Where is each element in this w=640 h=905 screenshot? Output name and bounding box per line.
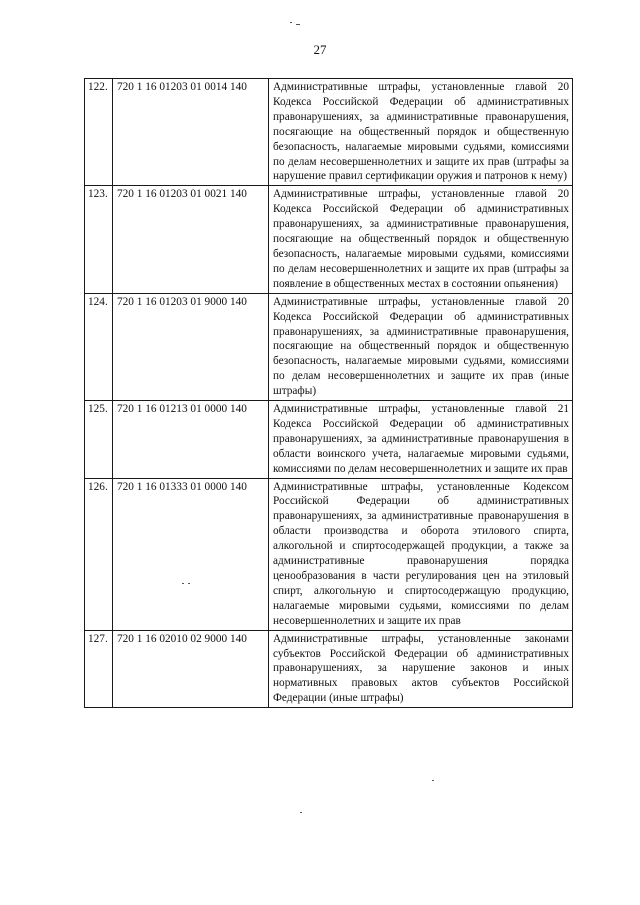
row-number: 124. <box>85 293 113 400</box>
scan-speck <box>296 24 300 25</box>
budget-code: 720 1 16 02010 02 9000 140 <box>113 630 269 708</box>
scan-speck <box>290 22 292 23</box>
code-description: Административные штрафы, установленные главой 20 Кодекса Российской Федерации об административных правонарушениях, за административные правонарушения, посягающие на общественный порядок и общественную безопасность, налагаемые мировыми судьями, комиссиями по делам несовершеннолетних и защите их прав (штрафы за появление в общественных местах в состоянии опьянения) <box>269 186 573 293</box>
row-number: 125. <box>85 401 113 479</box>
code-description: Административные штрафы, установленные Кодексом Российской Федерации об административных правонарушениях, за административные правонарушения в области производства и оборота этилового спирта, алкогольной и спиртосодержащей продукции, а также за административные правонарушения порядка ценообразования в части регулирования цен на этиловый спирт, алкогольную и спиртосодержащую продукцию, налагаемые мировыми судьями, комиссиями по делам несовершеннолетних и защите их прав <box>269 478 573 630</box>
table-row <box>85 401 573 479</box>
table-row <box>85 293 573 400</box>
row-number: 123. <box>85 186 113 293</box>
code-description: Административные штрафы, установленные законами субъектов Российской Федерации об административных правонарушениях, за нарушение законов и иных нормативных правовых актов субъектов Российской Федерации (иные штрафы) <box>269 630 573 708</box>
scan-speck <box>188 583 190 584</box>
row-number: 127. <box>85 630 113 708</box>
scan-speck <box>432 780 434 781</box>
scan-speck <box>182 583 184 584</box>
budget-code: 720 1 16 01333 01 0000 140 <box>113 478 269 630</box>
row-number: 126. <box>85 478 113 630</box>
table-row <box>85 186 573 293</box>
table-row <box>85 630 573 708</box>
scan-speck <box>300 812 302 813</box>
code-description: Административные штрафы, установленные главой 20 Кодекса Российской Федерации об административных правонарушениях, за административные правонарушения, посягающие на общественный порядок и общественную безопасность, налагаемые мировыми судьями, комиссиями по делам несовершеннолетних и защите их прав (иные штрафы) <box>269 293 573 400</box>
code-description: Административные штрафы, установленные главой 20 Кодекса Российской Федерации об административных правонарушениях, за административные правонарушения, посягающие на общественный порядок и общественную безопасность, налагаемые мировыми судьями, комиссиями по делам несовершеннолетних и защите их прав (штрафы за нарушение правил сертификации оружия и патронов к нему) <box>269 79 573 186</box>
budget-code: 720 1 16 01203 01 9000 140 <box>113 293 269 400</box>
table-row <box>85 478 573 630</box>
row-number: 122. <box>85 79 113 186</box>
budget-code: 720 1 16 01213 01 0000 140 <box>113 401 269 479</box>
revenue-codes-table <box>84 78 573 708</box>
budget-code: 720 1 16 01203 01 0021 140 <box>113 186 269 293</box>
page-number: 27 <box>313 42 327 57</box>
code-description: Административные штрафы, установленные главой 21 Кодекса Российской Федерации об административных правонарушениях, за административные правонарушения в области воинского учета, налагаемые мировыми судьями, комиссиями по делам несовершеннолетних и защите их прав <box>269 401 573 479</box>
table-row <box>85 79 573 186</box>
budget-code: 720 1 16 01203 01 0014 140 <box>113 79 269 186</box>
